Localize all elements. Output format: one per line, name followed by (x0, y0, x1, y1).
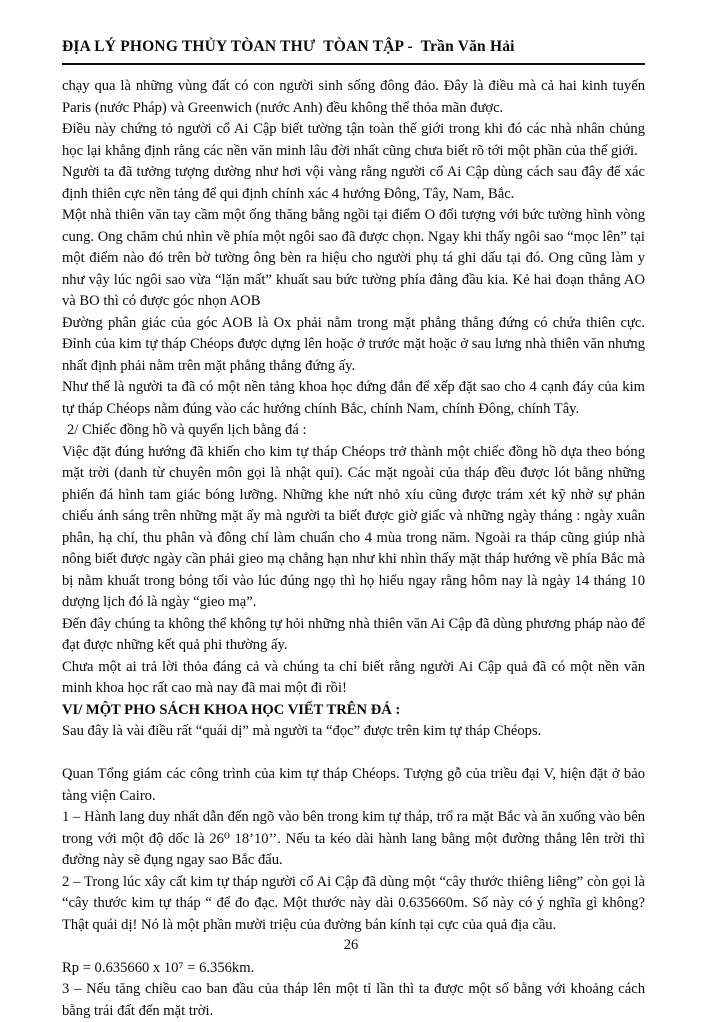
paragraph: Sau đây là vài điều rất “quái dị” mà người ta “đọc” được trên kim tự tháp Chéops. (62, 723, 542, 739)
paragraph: Người ta đã tưởng tượng dường như hơi vội vàng rằng người cổ Ai Cập dùng cách sau đây để xác định thiên cực nền tảng để qui định chính xác 4 hướng Đông, Tây, Nam, Bắc. (62, 164, 645, 202)
paragraph: chạy qua là những vùng đất có con người sinh sống đông đảo. Đây là điều mà cả hai kinh tuyến Paris (nước Pháp) và Greenwich (nước Anh) đều không thể thỏa mãn được. (62, 78, 645, 116)
paragraph: 2/ Chiếc đồng hồ và quyển lịch bằng đá : (67, 422, 307, 438)
blank-line (62, 743, 645, 765)
document-body (62, 76, 645, 1022)
paragraph: Điều này chứng tỏ người cổ Ai Cập biết tường tận toàn thế giới trong khi đó các nhà nhân chủng học lại khẳng định rằng các nền văn minh lâu đời nhất cũng chưa biết rõ tới một phần của thế giới. (62, 121, 645, 159)
paragraph: Chưa một ai trả lời thỏa đáng cả và chúng ta chỉ biết rằng người Ai Cập quả đã có một nền văn minh khoa học rất cao mà nay đã mai một đi rồi! (62, 658, 645, 696)
paragraph: 2 – Trong lúc xây cất kim tự tháp người cổ Ai Cập đã dùng một “cây thước thiêng liêng” còn gọi là “cây thước kim tự tháp “ để đo đạc. Một thước này dài 0.635660m. Số này có ý nghĩa gì không? Thật quái dị! Nó là một phần mười triệu của đường bán kính tại cực của quả địa cầu. (62, 873, 645, 933)
paragraph: 1 – Hành lang duy nhất dẫn đến ngõ vào bên trong kim tự tháp, trổ ra mặt Bắc và ăn xuống vào bên trong với một độ dốc là 26⁰ 18’10’’. Nếu ta kéo dài hành lang bằng một đường thẳng lên trời thì đường này sẽ đụng ngay sao Bắc đẩu. (62, 809, 645, 868)
page-header (62, 38, 645, 65)
paragraph: Như thế là người ta đã có một nền tảng khoa học đứng đắn để xếp đặt sao cho 4 cạnh đáy của kim tự tháp Chéops nằm đúng vào các hướng chính Bắc, chính Nam, chính Đông, chính Tây. (62, 379, 645, 417)
paragraph: VI/ MỘT PHO SÁCH KHOA HỌC VIẾT TRÊN ĐÁ : (62, 701, 401, 718)
paragraph: 3 – Nếu tăng chiều cao ban đầu của tháp lên một tỉ lần thì ta được một số bằng với khoảng cách bằng trái đất đến mặt trời. (62, 981, 645, 1019)
page-footer (0, 937, 702, 954)
page-number: 26 (343, 937, 359, 953)
paragraph: Quan Tổng giám các công trình của kim tự tháp Chéops. Tượng gỗ của triều đại V, hiện đặt ở bảo tàng viện Cairo. (62, 766, 645, 804)
paragraph: Việc đặt đúng hướng đã khiến cho kim tự tháp Chéops trở thành một chiếc đồng hồ dựa theo bóng mặt trời (danh từ chuyên môn gọi là nhật quỉ). Các mặt ngoài của tháp đều được lót bằng những phiến đá hình tam giác bóng lưỡng. Những khe nứt nhỏ xíu cũng được trám xét kỹ nhờ sự phản chiếu ánh sáng trên những mặt ấy mà người ta biết được giờ giấc và những ngày tháng : ngày xuân phân, hạ chí, thu phân và đông chí làm chuẩn cho 4 mùa trong năm. Ngoài ra tháp cũng giúp nhà nông biết được ngày cần phải gieo mạ chẳng hạn như khi nhìn thấy mặt tháp hướng về phía Bắc mà bị nằm khuất trong bóng tối vào lúc đúng ngọ thì họ hiểu ngay rằng hôm nay là ngày 14 tháng 10 dượng lịch đó là ngày “gieo mạ”. (62, 443, 645, 610)
paragraph: Rp = 0.635660 x 10⁷ = 6.356km. (62, 959, 255, 976)
header-rule (62, 63, 645, 65)
paragraph: Đến đây chúng ta không thể không tự hỏi những nhà thiên văn Ai Cập đã dùng phương pháp nào để đạt được những kết quả phi thường ấy. (62, 615, 645, 653)
page-title: ĐỊA LÝ PHONG THỦY TÒAN THƯ TÒAN TẬP - Trần Văn Hải (62, 38, 515, 55)
paragraph: Một nhà thiên văn tay cầm một ống thăng bằng ngồi tại điểm O đối tượng với bức tường hình vòng cung. Ong chăm chú nhìn về phía một ngôi sao đã được chọn. Ngay khi thấy ngôi sao “mọc lên” tại một điểm nào đó trên bờ tường ông bèn ra hiệu cho người phụ tá ghi dấu tại đó. Ong cũng làm y như vậy lúc ngôi sao vừa “lặn mất” khuất sau bức tường phía đằng đầu kia. Kẻ hai đoạn thẳng AO và BO thì có được góc nhọn AOB (62, 207, 645, 309)
paragraph: Đường phân giác của góc AOB là Ox phải nằm trong mặt phẳng thẳng đứng có chứa thiên cực. Đỉnh của kim tự tháp Chéops được dựng lên hoặc ở trước mặt hoặc ở sau lưng nhà thiên văn nhưng nhất định phải nằm trên mặt phẳng thẳng đứng ấy. (62, 314, 645, 374)
